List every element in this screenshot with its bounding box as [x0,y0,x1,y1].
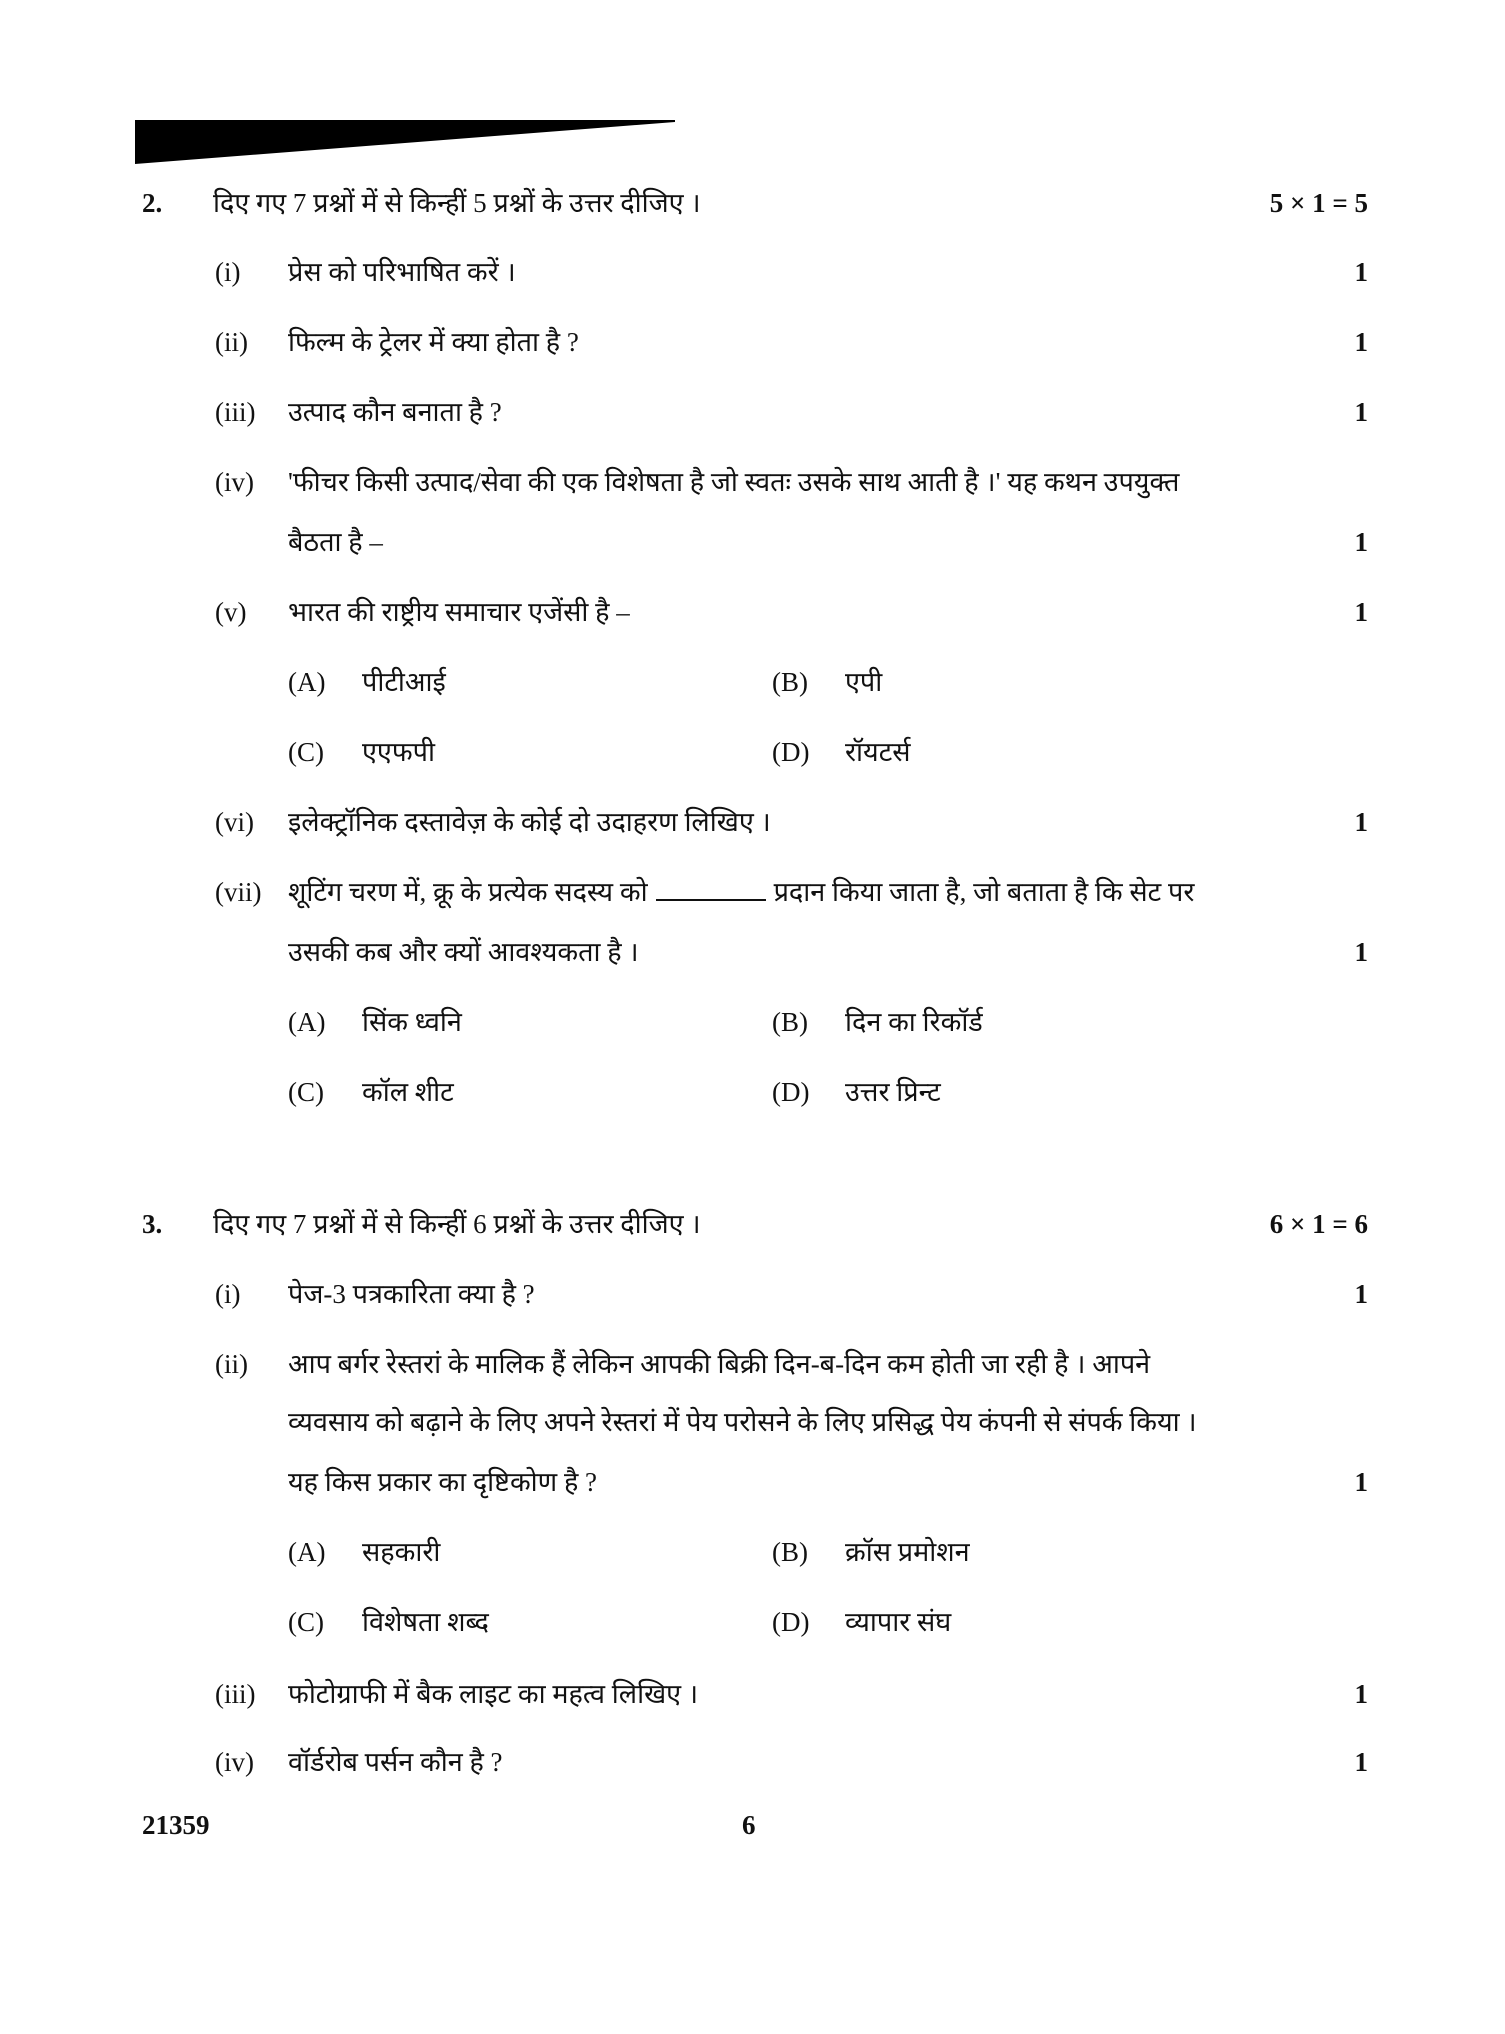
question-marks: 1 [1354,937,1368,967]
question-number: 2. [142,188,163,218]
question-item [0,1745,1505,1779]
option-text: विशेषता शब्द [362,1607,489,1637]
question-label: (v) [215,597,247,627]
options-row [0,1605,1505,1639]
question-text-line [288,875,1194,909]
question-text: इलेक्ट्रॉनिक दस्तावेज़ के कोई दो उदाहरण लिखिए । [288,807,771,837]
question-marks: 1 [1354,597,1368,627]
question-label: (iv) [215,1747,254,1777]
question-item [0,805,1505,839]
question-text: बैठता है – [288,527,383,557]
question-label: (iii) [215,1679,256,1709]
option-label: (C) [288,1077,324,1107]
section-3-header [0,1207,1505,1241]
question-item [0,875,1505,909]
question-marks: 1 [1354,527,1368,557]
question-item [0,1677,1505,1711]
option-text: कॉल शीट [362,1077,454,1107]
question-text: फिल्म के ट्रेलर में क्या होता है ? [288,327,579,357]
question-item [0,1277,1505,1311]
option-label: (D) [772,1607,810,1637]
header-banner-bar [135,120,675,164]
option-text: क्रॉस प्रमोशन [845,1537,970,1567]
question-label: (vii) [215,877,262,907]
question-label: (ii) [215,327,248,357]
question-number: 3. [142,1209,163,1239]
question-marks: 1 [1354,257,1368,287]
question-label: (ii) [215,1349,248,1379]
question-text: आप बर्गर रेस्तरां के मालिक हैं लेकिन आपकी बिक्री दिन-ब-दिन कम होती जा रही है । आपने [288,1349,1151,1379]
question-marks: 1 [1354,327,1368,357]
question-item [0,395,1505,429]
option-text: उत्तर प्रिन्ट [845,1077,941,1107]
question-text: व्यवसाय को बढ़ाने के लिए अपने रेस्तरां में पेय परोसने के लिए प्रसिद्ध पेय कंपनी से संपर्क किया । [288,1407,1197,1437]
question-text: वॉर्डरोब पर्सन कौन है ? [288,1747,503,1777]
question-text: उत्पाद कौन बनाता है ? [288,397,502,427]
question-item [0,1347,1505,1381]
question-label: (i) [215,1279,241,1309]
options-row [0,735,1505,769]
question-marks: 1 [1354,1279,1368,1309]
option-text: रॉयटर्स [845,737,911,767]
question-label: (iv) [215,467,254,497]
question-item [0,325,1505,359]
question-item-continued [0,525,1505,559]
question-text: प्रेस को परिभाषित करें । [288,257,516,287]
question-text: फोटोग्राफी में बैक लाइट का महत्व लिखिए । [288,1679,699,1709]
option-label: (C) [288,737,324,767]
marks-total: 6 × 1 = 6 [1269,1209,1368,1239]
option-text: व्यापार संघ [845,1607,952,1637]
question-marks: 1 [1354,397,1368,427]
question-text: पेज-3 पत्रकारिता क्या है ? [288,1279,535,1309]
options-row [0,1005,1505,1039]
option-label: (C) [288,1607,324,1637]
option-text: सहकारी [362,1537,441,1567]
question-label: (iii) [215,397,256,427]
option-label: (D) [772,1077,810,1107]
question-text-after-blank: प्रदान किया जाता है, जो बताता है कि सेट पर [773,877,1195,907]
question-instruction: दिए गए 7 प्रश्नों में से किन्हीं 5 प्रश्नों के उत्तर दीजिए । [213,188,701,218]
question-marks: 1 [1354,807,1368,837]
question-item [0,465,1505,499]
page-number: 6 [742,1810,756,1840]
section-2-header [0,186,1505,220]
option-label: (D) [772,737,810,767]
question-instruction: दिए गए 7 प्रश्नों में से किन्हीं 6 प्रश्नों के उत्तर दीजिए । [213,1209,701,1239]
option-label: (A) [288,1537,326,1567]
question-marks: 1 [1354,1747,1368,1777]
question-marks: 1 [1354,1679,1368,1709]
option-text: सिंक ध्वनि [362,1007,462,1037]
question-item [0,255,1505,289]
option-text: पीटीआई [362,667,446,697]
option-label: (A) [288,1007,326,1037]
option-text: एएफपी [362,737,436,767]
question-label: (i) [215,257,241,287]
question-item-continued [0,1405,1505,1439]
option-label: (B) [772,1007,808,1037]
options-row [0,1535,1505,1569]
question-item-continued [0,1465,1505,1499]
options-row [0,665,1505,699]
question-marks: 1 [1354,1467,1368,1497]
option-label: (A) [288,667,326,697]
question-text: यह किस प्रकार का दृष्टिकोण है ? [288,1467,598,1497]
option-text: दिन का रिकॉर्ड [845,1007,983,1037]
fill-in-blank [656,875,766,901]
question-text: 'फीचर किसी उत्पाद/सेवा की एक विशेषता है जो स्वतः उसके साथ आती है ।' यह कथन उपयुक्त [288,467,1180,497]
question-text-before-blank: शूटिंग चरण में, क्रू के प्रत्येक सदस्य को [288,877,648,907]
question-label: (vi) [215,807,254,837]
options-row [0,1075,1505,1109]
question-text: उसकी कब और क्यों आवश्यकता है । [288,937,639,967]
marks-total: 5 × 1 = 5 [1269,188,1368,218]
paper-code: 21359 [142,1810,210,1840]
question-item-continued [0,935,1505,969]
question-text: भारत की राष्ट्रीय समाचार एजेंसी है – [288,597,630,627]
question-item [0,595,1505,629]
option-label: (B) [772,1537,808,1567]
option-text: एपी [845,667,883,697]
option-label: (B) [772,667,808,697]
